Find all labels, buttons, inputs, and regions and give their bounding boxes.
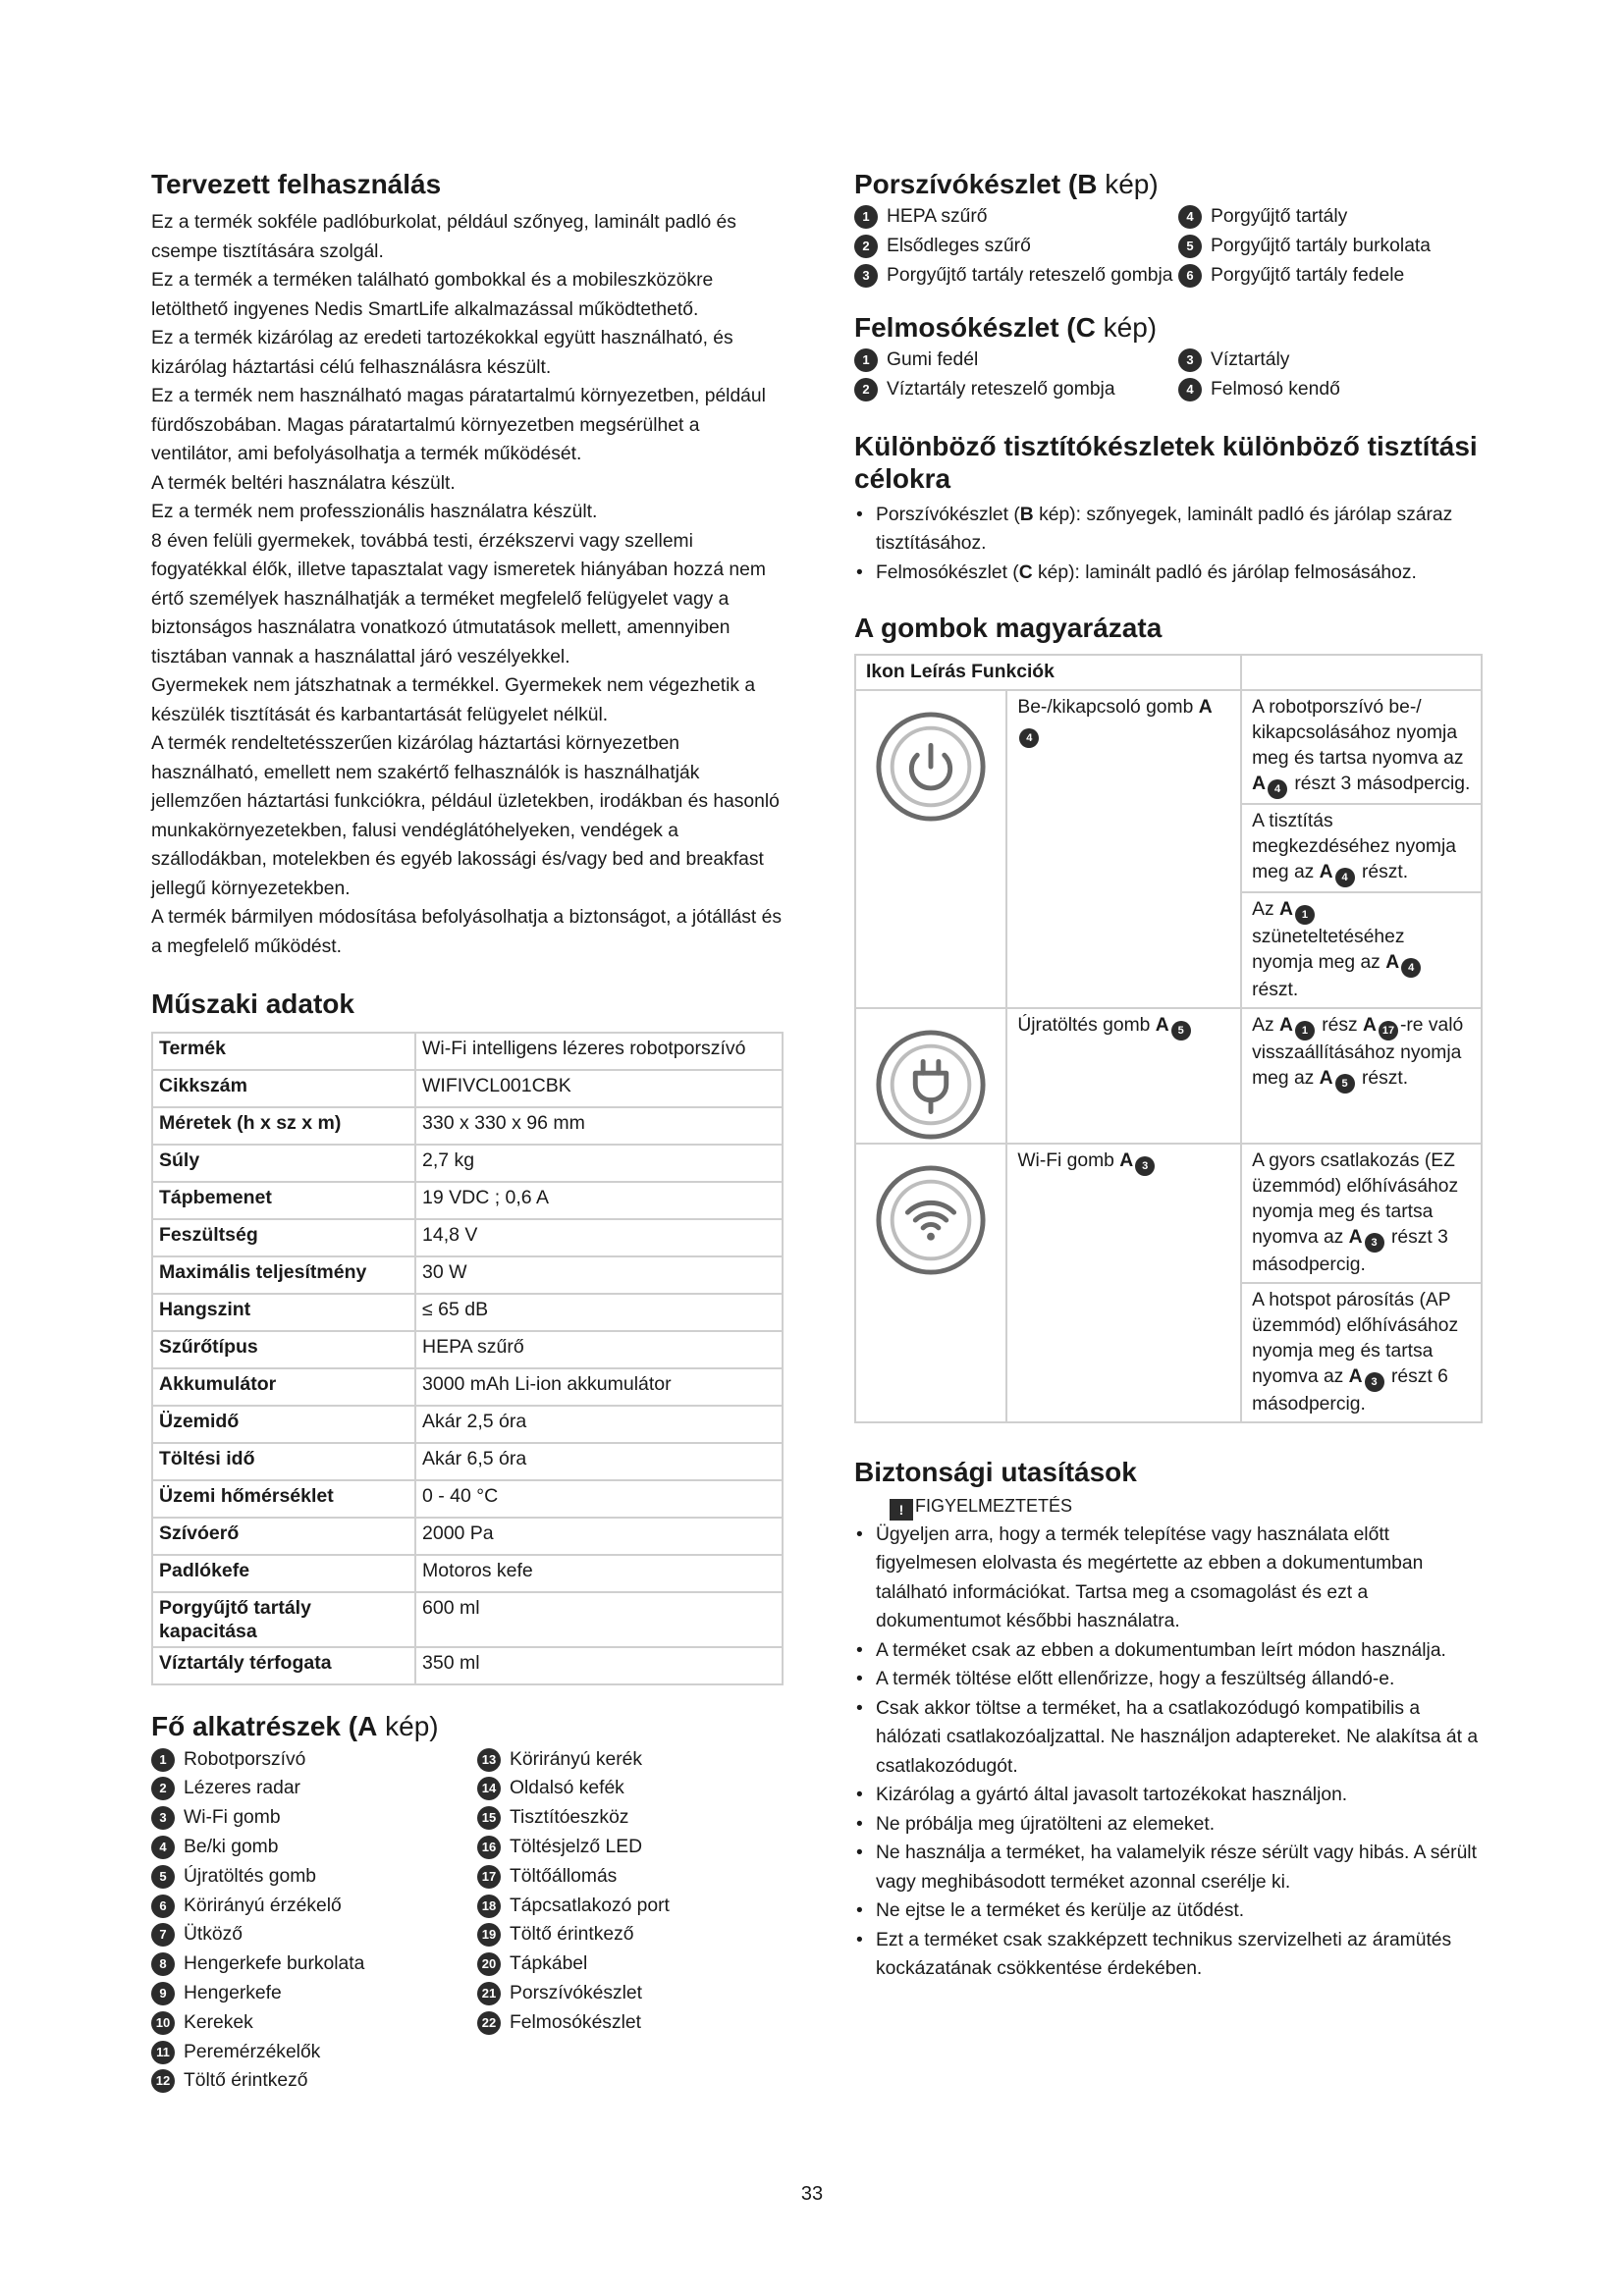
part-label: Wi-Fi gomb — [184, 1807, 281, 1829]
warning-icon: ! — [890, 1499, 913, 1521]
vacuum-kit-list — [854, 202, 1485, 290]
intended-use-paragraph: Ez a termék sokféle padlóburkolat, például szőnyeg, laminált padló és csempe tisztítására szolgál. — [151, 212, 736, 262]
part-item — [1178, 232, 1485, 261]
main-parts-heading: Fő alkatrészek (A kép) — [151, 1711, 439, 1742]
button-function — [1241, 1283, 1482, 1422]
spec-value: 600 ml — [415, 1592, 783, 1647]
part-ref-badge: 1 — [1295, 1021, 1315, 1041]
spec-label-text: Tápbemenet — [159, 1187, 272, 1209]
spec-value: Akár 6,5 óra — [415, 1443, 783, 1480]
part-letter: A — [1119, 1150, 1134, 1172]
purposes-section — [854, 431, 1485, 587]
intended-use-paragraph: A termék beltéri használatra készült. — [151, 472, 456, 494]
spec-row — [152, 1518, 783, 1555]
part-label: Hengerkefe — [184, 1982, 282, 2003]
intended-use-text — [151, 208, 784, 961]
purposes-heading: Különböző tisztítókészletek különböző tisztítási célokra — [854, 431, 1478, 494]
spec-label-text: Padlókefe — [159, 1560, 250, 1582]
spec-label — [152, 1592, 415, 1647]
part-label: Töltő érintkező — [510, 1924, 634, 1946]
part-letter: A — [1198, 697, 1213, 719]
part-letter: A — [1252, 774, 1267, 795]
main-parts-list — [151, 1745, 784, 2097]
intended-use-heading: Tervezett felhasználás — [151, 169, 442, 199]
part-label: Porgyűjtő tartály fedele — [1211, 264, 1405, 286]
intended-use-paragraph: A termék rendeltetésszerűen kizárólag háztartási környezetben használható, emellett nem szakértő felhasználók is használhatják jellemzően háztartási funkciókra, például üzletekben, irodákban és hasonló munkakörnyezetekben, falusi vendéglátóhelyeken, vendégek a szállodákban, motelekben és egyéb lakossági és/vagy bed and breakfast jellegű környezetekben. — [151, 733, 780, 899]
part-item — [151, 1920, 477, 1949]
spec-label — [152, 1368, 415, 1406]
intended-use-paragraph: Ez a termék a terméken található gombokkal és a mobileszközökre letölthető ingyenes Nedis SmartLife alkalmazással működtethető. — [151, 270, 714, 320]
purpose-letter: C — [1018, 561, 1033, 583]
specs-table — [151, 1032, 784, 1685]
spec-label-text: Termék — [159, 1038, 226, 1060]
safety-heading: Biztonsági utasítások — [854, 1457, 1137, 1488]
part-letter: A — [1319, 1068, 1333, 1090]
function-text: A hotspot párosítás (AP üzemmód) előhívásához nyomja meg és tartsa nyomva az — [1252, 1290, 1459, 1388]
buttons-table — [854, 654, 1483, 1423]
button-icon-cell — [855, 1008, 1006, 1144]
spec-label-text: Hangszint — [159, 1299, 251, 1321]
spec-value: 19 VDC ; 0,6 A — [415, 1182, 783, 1219]
spec-value: 350 ml — [415, 1647, 783, 1684]
part-letter: A — [1278, 1015, 1293, 1037]
main-parts-section — [151, 1711, 784, 2096]
part-number-badge: 3 — [151, 1806, 175, 1830]
intended-use-paragraph: Ez a termék nem professzionális használatra készült. — [151, 502, 598, 523]
part-ref-badge: 1 — [1295, 905, 1315, 925]
buttons-section — [854, 613, 1485, 1423]
button-row — [855, 1008, 1482, 1144]
safety-item: • Ne használja a terméket, ha valamelyik része sérült vagy hibás. A sérült vagy meghibásodott terméket azonnal cserélje ki. — [854, 1839, 1485, 1896]
part-number-badge: 5 — [151, 1865, 175, 1889]
spec-row — [152, 1182, 783, 1219]
part-number-badge: 10 — [151, 2011, 175, 2035]
part-label: Töltőállomás — [510, 1865, 618, 1887]
spec-row — [152, 1033, 783, 1070]
spec-row — [152, 1592, 783, 1647]
part-label: Peremérzékelők — [184, 2041, 321, 2062]
part-item — [477, 1745, 784, 1775]
spec-label-text: Akkumulátor — [159, 1373, 277, 1396]
part-letter: A — [1348, 1366, 1363, 1388]
spec-row — [152, 1647, 783, 1684]
spec-row — [152, 1070, 783, 1107]
part-label: Porszívókészlet — [510, 1982, 643, 2003]
part-item — [1178, 261, 1485, 291]
mop-kit-list — [854, 346, 1485, 404]
part-item — [854, 202, 1178, 232]
part-number-badge: 3 — [854, 264, 878, 288]
purpose-item — [854, 501, 1485, 559]
mop-kit-section — [854, 312, 1485, 404]
intended-use-section — [151, 169, 784, 961]
part-number-badge: 19 — [477, 1923, 501, 1947]
part-number-badge: 5 — [1178, 235, 1202, 258]
function-text: részt 3 másodpercig. — [1289, 774, 1471, 795]
part-label: Tápcsatlakozó port — [510, 1895, 670, 1916]
spec-label — [152, 1480, 415, 1518]
warning-label: ! FIGYELMEZTETÉS — [890, 1493, 1485, 1521]
spec-row — [152, 1145, 783, 1182]
part-ref-badge: 4 — [1268, 779, 1287, 799]
part-label: Ütköző — [184, 1924, 244, 1946]
part-number-badge: 21 — [477, 1982, 501, 2005]
part-item — [1178, 375, 1485, 404]
specs-heading: Műszaki adatok — [151, 988, 354, 1020]
function-text: rész — [1316, 1015, 1364, 1037]
part-number-badge: 8 — [151, 1952, 175, 1976]
part-label: Gumi fedél — [887, 348, 979, 370]
part-item — [477, 1833, 784, 1862]
part-ref-badge: 3 — [1135, 1156, 1155, 1176]
part-ref-badge: 5 — [1335, 1074, 1355, 1094]
function-text: A robotporszívó be-/ kikapcsolásához nyomja meg és tartsa nyomva az — [1252, 697, 1464, 770]
part-item — [854, 261, 1178, 291]
button-function — [1241, 690, 1482, 804]
part-item — [477, 2008, 784, 2038]
function-text: -re való visszaállításához nyomja meg az — [1252, 1015, 1464, 1090]
spec-value: 2000 Pa — [415, 1518, 783, 1555]
spec-label — [152, 1406, 415, 1443]
part-ref-badge: 4 — [1401, 958, 1421, 978]
vacuum-kit-section — [854, 169, 1485, 291]
part-item — [477, 1774, 784, 1803]
button-desc: Be-/kikapcsoló gomb — [1017, 697, 1194, 719]
part-label: Víztartály reteszelő gombja — [887, 378, 1115, 400]
part-number-badge: 3 — [1178, 348, 1202, 372]
intended-use-paragraph: 8 éven felüli gyermekek, továbbá testi, érzékszervi vagy szellemi fogyatékkal élők, illetve tapasztalat vagy ismeretek hiányában hozzá nem értő személyek használhatják a terméket megfelelő felügyelet vagy a biztonságos használatra vonatkozó útmutatások mellett, amennyiben tisztában vannak a használattal járó veszélyekkel. — [151, 530, 766, 667]
intended-use-paragraph: Ez a termék nem használható magas páratartalmú környezetben, például fürdőszobában. Magas páratartalmú környezetben megsérülhet a ventilátor, ami befolyásolhatja a termék működését. — [151, 386, 766, 465]
part-item — [477, 1979, 784, 2008]
safety-item: • A terméket csak az ebben a dokumentumban leírt módon használja. — [854, 1636, 1485, 1666]
part-ref-badge: 3 — [1365, 1372, 1384, 1392]
part-ref-badge: 4 — [1335, 868, 1355, 887]
function-text: A tisztítás megkezdéséhez nyomja meg az — [1252, 811, 1457, 883]
part-number-badge: 9 — [151, 1982, 175, 2005]
part-number-badge: 2 — [854, 235, 878, 258]
spec-label — [152, 1107, 415, 1145]
part-ref-badge: 17 — [1379, 1021, 1398, 1041]
spec-label — [152, 1647, 415, 1684]
button-row — [855, 690, 1482, 804]
part-number-badge: 13 — [477, 1748, 501, 1772]
spec-label — [152, 1294, 415, 1331]
spec-row — [152, 1107, 783, 1145]
function-text: részt 3 másodpercig. — [1252, 1227, 1448, 1276]
part-item — [151, 2038, 477, 2067]
spec-label-text: Cikkszám — [159, 1075, 247, 1097]
mop-kit-heading: Felmosókészlet (C kép) — [854, 311, 1158, 343]
part-item — [477, 1803, 784, 1833]
spec-label-text: Porgyűjtő tartály kapacitása — [159, 1597, 311, 1643]
spec-label — [152, 1182, 415, 1219]
part-number-badge: 6 — [1178, 264, 1202, 288]
part-item — [477, 1920, 784, 1949]
specs-section — [151, 988, 784, 1685]
function-text: A gyors csatlakozás (EZ üzemmód) előhívásához nyomja meg és tartsa nyomva az — [1252, 1150, 1459, 1249]
function-text: Az — [1252, 1015, 1279, 1037]
right-column — [854, 169, 1485, 1984]
part-label: Körirányú érzékelő — [184, 1895, 342, 1916]
spec-value: Akár 2,5 óra — [415, 1406, 783, 1443]
button-row — [855, 1144, 1482, 1283]
spec-value: Wi-Fi intelligens lézeres robotporszívó — [415, 1033, 783, 1070]
plug-icon — [856, 1027, 1005, 1143]
spec-label-text: Töltési idő — [159, 1448, 255, 1470]
purpose-pre: Porszívókészlet ( — [876, 504, 1020, 525]
button-desc-cell — [1006, 1144, 1241, 1422]
part-label: Tisztítóeszköz — [510, 1807, 629, 1829]
part-label: Robotporszívó — [184, 1748, 306, 1770]
part-letter: A — [1348, 1227, 1363, 1249]
part-ref-badge: 5 — [1171, 1021, 1191, 1041]
part-number-badge: 20 — [477, 1952, 501, 1976]
part-label: Porgyűjtő tartály reteszelő gombja — [887, 264, 1173, 286]
spec-label — [152, 1070, 415, 1107]
part-item — [854, 232, 1178, 261]
spec-label — [152, 1518, 415, 1555]
spec-value: HEPA szűrő — [415, 1331, 783, 1368]
part-letter: A — [1155, 1015, 1169, 1037]
purpose-pre: Felmosókészlet ( — [876, 561, 1019, 583]
button-function — [1241, 1144, 1482, 1283]
purpose-post: kép): laminált padló és járólap felmosásához. — [1032, 561, 1417, 583]
part-item — [151, 1774, 477, 1803]
part-item — [477, 1862, 784, 1892]
spec-value: 330 x 330 x 96 mm — [415, 1107, 783, 1145]
part-item — [151, 1979, 477, 2008]
part-label: Porgyűjtő tartály — [1211, 206, 1348, 228]
part-number-badge: 17 — [477, 1865, 501, 1889]
part-number-badge: 11 — [151, 2041, 175, 2064]
part-item — [151, 1833, 477, 1862]
part-item — [151, 1862, 477, 1892]
part-item — [1178, 346, 1485, 375]
spec-row — [152, 1331, 783, 1368]
part-label: Kerekek — [184, 2011, 253, 2033]
vacuum-kit-col1 — [854, 202, 1178, 290]
part-item — [151, 2008, 477, 2038]
function-text: részt 6 másodpercig. — [1252, 1366, 1448, 1415]
spec-value: 3000 mAh Li-ion akkumulátor — [415, 1368, 783, 1406]
spec-label-text: Üzemidő — [159, 1411, 240, 1433]
part-letter: A — [1363, 1015, 1377, 1037]
safety-item: • Ezt a terméket csak szakképzett technikus szervizelheti az áramütés kockázatának csökkentése érdekében. — [854, 1926, 1485, 1984]
main-parts-col1 — [151, 1745, 477, 2097]
part-label: Porgyűjtő tartály burkolata — [1211, 235, 1431, 256]
spec-label-text: Feszültség — [159, 1224, 258, 1247]
button-desc: Újratöltés gomb — [1017, 1015, 1151, 1037]
part-label: Elsődleges szűrő — [887, 235, 1031, 256]
part-letter: A — [1278, 899, 1293, 921]
spec-label-text: Szűrőtípus — [159, 1336, 258, 1359]
spec-row — [152, 1294, 783, 1331]
spec-value: 14,8 V — [415, 1219, 783, 1256]
function-text: Az — [1252, 899, 1279, 921]
button-function — [1241, 892, 1482, 1008]
function-text: szüneteltetéséhez nyomja meg az — [1252, 927, 1405, 974]
part-number-badge: 1 — [854, 348, 878, 372]
part-item — [477, 1892, 784, 1921]
spec-value: Motoros kefe — [415, 1555, 783, 1592]
spec-row — [152, 1406, 783, 1443]
button-function — [1241, 1008, 1482, 1144]
buttons-heading: A gombok magyarázata — [854, 613, 1163, 644]
part-number-badge: 2 — [151, 1777, 175, 1800]
button-icon-cell — [855, 1144, 1006, 1422]
safety-item: • Kizárólag a gyártó által javasolt tartozékokat használjon. — [854, 1781, 1485, 1810]
button-desc: Wi-Fi gomb — [1017, 1150, 1114, 1172]
part-label: Víztartály — [1211, 348, 1290, 370]
spec-label-text: Maximális teljesítmény — [159, 1261, 367, 1284]
part-item — [151, 1949, 477, 1979]
buttons-table-header-empty — [1241, 655, 1482, 690]
part-label: Felmosókészlet — [510, 2011, 641, 2033]
spec-label — [152, 1443, 415, 1480]
part-number-badge: 1 — [854, 205, 878, 229]
spec-row — [152, 1443, 783, 1480]
part-letter: A — [1319, 862, 1333, 883]
button-function — [1241, 804, 1482, 892]
part-label: Töltésjelző LED — [510, 1836, 643, 1857]
part-item — [151, 1745, 477, 1775]
part-label: Be/ki gomb — [184, 1836, 279, 1857]
part-number-badge: 2 — [854, 378, 878, 401]
part-letter: A — [1385, 952, 1400, 974]
safety-item: • Ne próbálja meg újratölteni az elemeket. — [854, 1810, 1485, 1840]
spec-value: 30 W — [415, 1256, 783, 1294]
spec-value: WIFIVCL001CBK — [415, 1070, 783, 1107]
mop-kit-col2 — [1178, 346, 1485, 404]
function-text: részt. — [1356, 1068, 1409, 1090]
vacuum-kit-heading: Porszívókészlet (B kép) — [854, 169, 1159, 199]
page-number: 33 — [800, 2183, 824, 2205]
purpose-letter: B — [1019, 504, 1034, 525]
power-icon — [856, 709, 1005, 825]
part-item — [151, 2066, 477, 2096]
spec-value: 0 - 40 °C — [415, 1480, 783, 1518]
part-label: Körirányú kerék — [510, 1748, 643, 1770]
spec-label — [152, 1331, 415, 1368]
spec-label-text: Szívóerő — [159, 1522, 240, 1545]
left-column — [151, 169, 784, 2096]
part-number-badge: 6 — [151, 1895, 175, 1918]
spec-label-text: Súly — [159, 1149, 200, 1172]
spec-value: 2,7 kg — [415, 1145, 783, 1182]
main-parts-col2 — [477, 1745, 784, 2097]
buttons-table-header: Ikon Leírás Funkciók — [855, 655, 1241, 690]
spec-value: ≤ 65 dB — [415, 1294, 783, 1331]
safety-list — [854, 1521, 1485, 1984]
part-number-badge: 7 — [151, 1923, 175, 1947]
part-number-badge: 12 — [151, 2069, 175, 2093]
part-item — [477, 1949, 784, 1979]
part-label: Lézeres radar — [184, 1778, 300, 1799]
part-label: HEPA szűrő — [887, 206, 988, 228]
button-desc-cell — [1006, 690, 1241, 1008]
intended-use-paragraph: A termék bármilyen módosítása befolyásolhatja a biztonságot, a jótállást és a megfelelő működést. — [151, 907, 782, 957]
part-label: Újratöltés gomb — [184, 1865, 317, 1887]
part-number-badge: 18 — [477, 1895, 501, 1918]
purpose-post: kép): szőnyegek, laminált padló és járólap száraz tisztításához. — [876, 504, 1453, 555]
part-ref-badge: 3 — [1365, 1233, 1384, 1253]
part-item — [1178, 202, 1485, 232]
part-number-badge: 4 — [1178, 205, 1202, 229]
part-ref-badge: 4 — [1019, 728, 1039, 748]
spec-label — [152, 1145, 415, 1182]
part-number-badge: 4 — [1178, 378, 1202, 401]
safety-item: • Csak akkor töltse a terméket, ha a csatlakozódugó kompatibilis a hálózati csatlakozóaljzattal. Ne használjon adaptereket. Ne alakítsa át a csatlakozódugót. — [854, 1694, 1485, 1782]
purposes-list — [854, 501, 1485, 588]
mop-kit-col1 — [854, 346, 1178, 404]
wifi-icon — [856, 1162, 1005, 1278]
part-item — [854, 346, 1178, 375]
button-icon-cell — [855, 690, 1006, 1008]
function-text: részt. — [1356, 862, 1409, 883]
spec-row — [152, 1480, 783, 1518]
part-label: Hengerkefe burkolata — [184, 1953, 365, 1975]
purpose-item — [854, 559, 1485, 588]
spec-label — [152, 1256, 415, 1294]
part-label: Felmosó kendő — [1211, 378, 1340, 400]
safety-item: • A termék töltése előtt ellenőrizze, hogy a feszültség állandó-e. — [854, 1665, 1485, 1694]
spec-label-text: Üzemi hőmérséklet — [159, 1485, 334, 1508]
part-label: Tápkábel — [510, 1953, 588, 1975]
function-text: részt. — [1252, 980, 1299, 1001]
part-number-badge: 22 — [477, 2011, 501, 2035]
part-number-badge: 4 — [151, 1836, 175, 1859]
part-label: Oldalsó kefék — [510, 1778, 624, 1799]
vacuum-kit-col2 — [1178, 202, 1485, 290]
intended-use-paragraph: Gyermekek nem játszhatnak a termékkel. Gyermekek nem végezhetik a készülék tisztítását és karbantartását felügyelet nélkül. — [151, 675, 756, 725]
part-item — [854, 375, 1178, 404]
safety-item: • Ügyeljen arra, hogy a termék telepítése vagy használata előtt figyelmesen elolvasta és megértette az ebben a dokumentumban található információkat. Tartsa meg a csomagolást és ezt a dokumentumot későbbi használatra. — [854, 1521, 1485, 1636]
button-desc-cell — [1006, 1008, 1241, 1144]
intended-use-paragraph: Ez a termék kizárólag az eredeti tartozékokkal együtt használható, és kizárólag háztartási célú felhasználásra készült. — [151, 328, 733, 378]
part-label: Töltő érintkező — [184, 2070, 308, 2092]
part-item — [151, 1892, 477, 1921]
spec-label-text: Méretek (h x sz x m) — [159, 1112, 342, 1135]
safety-section — [854, 1457, 1485, 1983]
spec-row — [152, 1219, 783, 1256]
spec-row — [152, 1256, 783, 1294]
spec-label — [152, 1033, 415, 1070]
spec-label — [152, 1219, 415, 1256]
spec-row — [152, 1368, 783, 1406]
spec-row — [152, 1555, 783, 1592]
part-number-badge: 15 — [477, 1806, 501, 1830]
part-number-badge: 16 — [477, 1836, 501, 1859]
spec-label-text: Víztartály térfogata — [159, 1652, 332, 1675]
part-item — [151, 1803, 477, 1833]
part-number-badge: 14 — [477, 1777, 501, 1800]
safety-item: • Ne ejtse le a terméket és kerülje az ütődést. — [854, 1896, 1485, 1926]
part-number-badge: 1 — [151, 1748, 175, 1772]
spec-label — [152, 1555, 415, 1592]
